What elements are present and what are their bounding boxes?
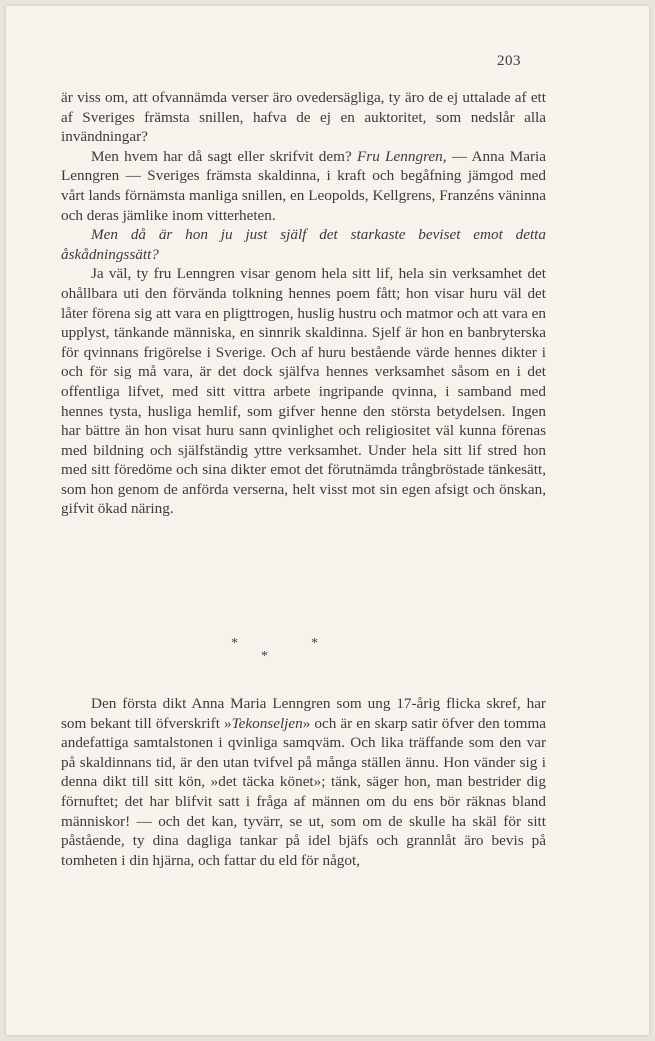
italic-question-paragraph: Men då är hon ju just själf det starkaste beviset emot detta åskådningssätt?	[61, 226, 546, 263]
asterisk-ornament: *	[311, 636, 318, 651]
italic-name: Fru Lenngren	[357, 147, 443, 165]
text-run: , — Anna Maria Lenngren — Sveriges främsta skaldinna, i kraft och begåfning jämgod med vårt lands förnämsta manliga snillen, en Leopolds, Kellgrens, Franzéns väninna och deras jämlike inom vitterheten.	[61, 147, 547, 224]
text-run: » och är en skarp satir öfver den tomma andefattiga samtalstonen i qvinliga samqväm. Och lika träffande som den var på skaldinnans tid, är den utan tvifvel på många ställen ännu. Hon vänder sig i denna dikt till sitt kön, »det täcka könet»; tänk, säger hon, man bestrider dig förnuftet; det har blifvit satt i fråga af männen om du ens bör räknas bland människor! — och det kan, tyvärr, se ut, som om de skulle ha skäl för sitt påstående, ty dina dagliga tankar på idel bjäfs och grannlåt äro bevis på tomheten i din hjärna, och fattar du eld för något,	[61, 714, 546, 869]
section-separator	[231, 636, 321, 666]
text-section-1	[61, 88, 546, 519]
text-run: Men hvem har då sagt eller skrifvit dem?	[91, 147, 358, 165]
paragraph: Ja väl, ty fru Lenngren visar genom hela sitt lif, hela sin verksamhet det ohållbara uti den förvända tolkning hennes poem fått; hon visar huru väl det låter förena sig att vara en pligttrogen, huslig hustru och matmor och att vara en upplyst, tänkande människa, en sinnrik skaldinna. Sjelf är hon en banbryterska för qvinnans frigörelse i Sverige. Och af huru bestående värde hennes dikter i och för sig må vara, är det dock själfva hennes verksamhet såsom en i det offentliga lifvet, med sitt vittra arbete ingripande qvinna, i samband med hennes tysta, husliga hemlif, som gifver henne den största betydelsen. Ingen har bättre än hon visat huru sann qvinlighet och religiositet väl kunna förenas med bildning och själfständig yttre verksamhet. Under hela sitt lif stred hon med sitt föredöme och sina dikter emot det förutnämda trångbröstade tänkesätt, som hon genom de anförda verserna, helt visst mot sin egen afsigt och önskan, gifvit ökad näring.	[61, 265, 546, 518]
asterisk-ornament: *	[231, 636, 238, 651]
text-section-2	[61, 694, 546, 870]
book-page	[6, 6, 649, 1035]
page-number: 203	[497, 53, 521, 69]
paragraph	[61, 147, 546, 225]
asterisk-ornament: *	[261, 649, 268, 664]
italic-title: Tekonseljen	[231, 714, 303, 732]
paragraph	[61, 694, 546, 870]
paragraph: är viss om, att ofvannämda verser äro ovedersägliga, ty äro de ej uttalade af ett af Sveriges främsta snillen, hafva de ej en auktoritet, som nedslår alla invändningar?	[61, 89, 546, 146]
text-run: Den första dikt Anna Maria Lenngren som ung 17-årig flicka skref, har som bekant till öfverskrift »	[61, 695, 546, 732]
